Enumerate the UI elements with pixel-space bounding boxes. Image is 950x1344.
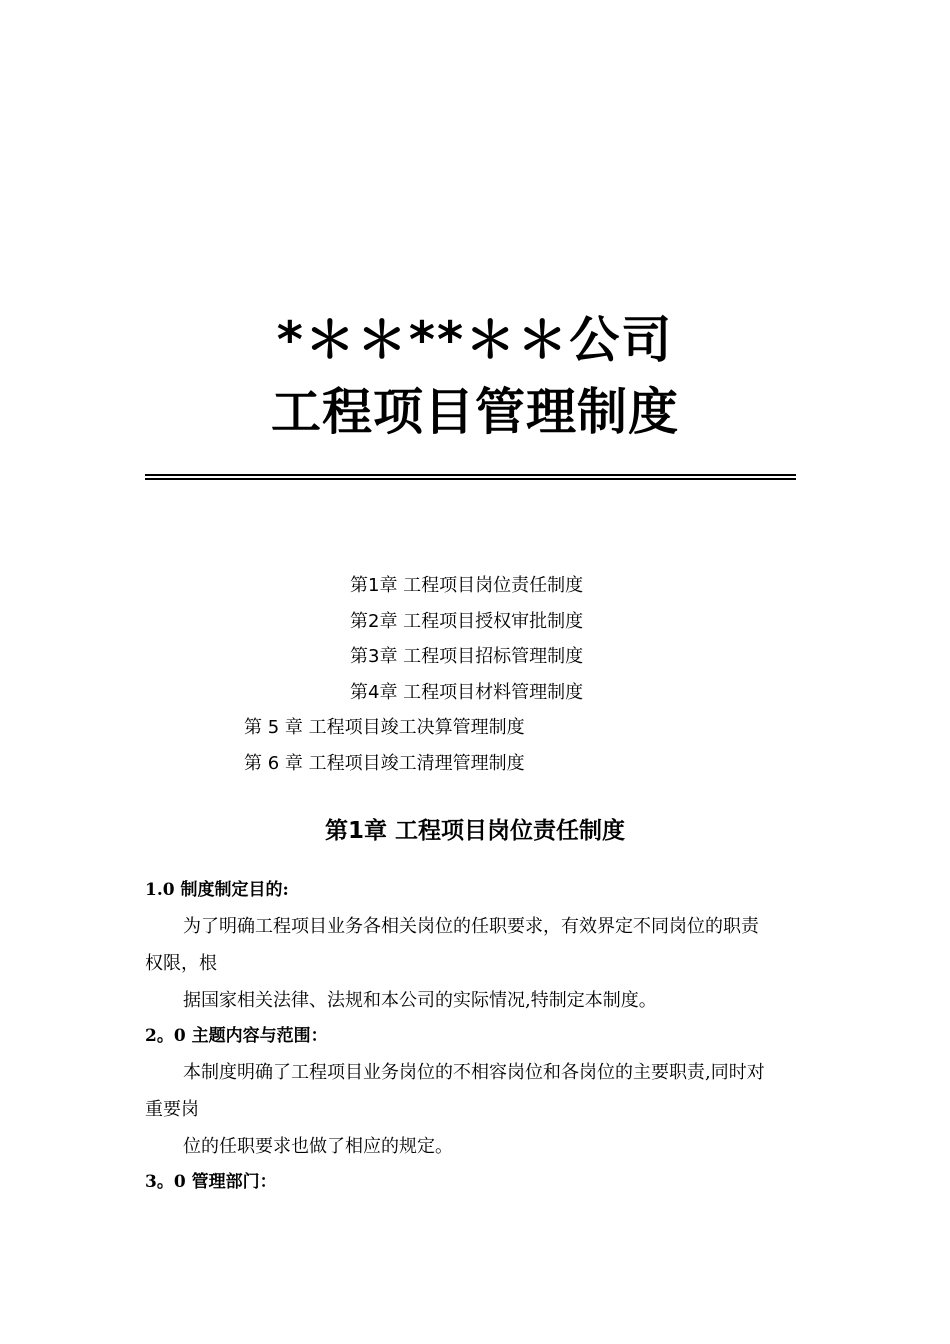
section-2-title: 2。0 主题内容与范围： [145,1026,328,1046]
section-1-paragraph-line: 据国家相关法律、法规和本公司的实际情况,特制定本制度。 [183,990,657,1011]
section-1-paragraph-line: 权限，根 [145,953,217,974]
section-2-paragraph-line: 本制度明确了工程项目业务岗位的不相容岗位和各岗位的主要职责,同时对 [183,1062,765,1083]
section-1-title: 1.0 制度制定目的: [145,880,289,900]
section-3-title: 3。0 管理部门： [145,1172,277,1192]
section-2-paragraph-line: 重要岗 [145,1099,199,1120]
toc-item-chapter-4[interactable]: 第4章 工程项目材料管理制度 [350,681,584,703]
toc-item-chapter-6[interactable]: 第 6 章 工程项目竣工清理管理制度 [244,752,525,774]
toc-item-chapter-2[interactable]: 第2章 工程项目授权审批制度 [350,610,584,632]
chapter-1-body [145,873,809,1200]
section-1-paragraph-line: 为了明确工程项目业务各相关岗位的任职要求，有效界定不同岗位的职责 [183,916,759,937]
toc-item-chapter-3[interactable]: 第3章 工程项目招标管理制度 [350,646,584,667]
toc-item-chapter-5[interactable]: 第 5 章 工程项目竣工决算管理制度 [244,717,525,738]
title-divider [145,474,796,480]
section-2-paragraph-line: 位的任职要求也做了相应的规定。 [183,1136,453,1157]
document-title: 工程项目管理制度 [271,383,679,441]
toc-item-chapter-1[interactable]: 第1章 工程项目岗位责任制度 [350,575,584,596]
company-name-title: *＊＊**＊＊公司 [276,311,674,369]
chapter-1-heading: 第1章 工程项目岗位责任制度 [324,818,625,844]
table-of-contents [0,568,950,781]
